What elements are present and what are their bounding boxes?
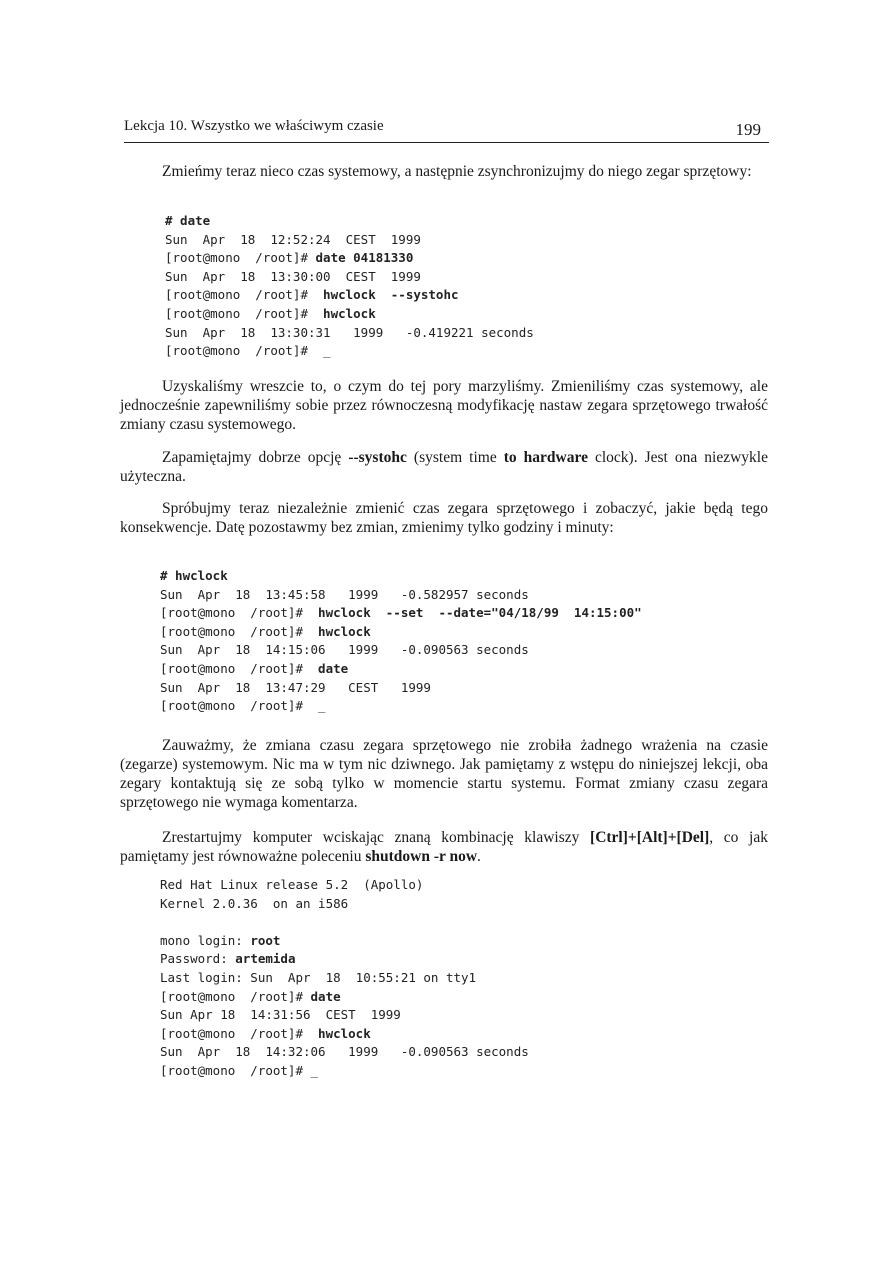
- paragraph-restart: [120, 828, 768, 866]
- paragraph-systohc: [120, 448, 768, 486]
- chapter-title: Lekcja 10. Wszystko we właściwym czasie: [124, 118, 384, 134]
- code-line: Sun Apr 18 12:52:24 CEST 1999: [165, 231, 421, 247]
- key-combination: [Ctrl]+[Alt]+[Del]: [590, 829, 710, 846]
- code-line: Sun Apr 18 14:32:06 1999 -0.090563 seconds: [160, 1044, 529, 1060]
- code-line: Red Hat Linux release 5.2 (Apollo): [160, 877, 424, 892]
- code-line: [root@mono /root]# date: [160, 988, 341, 1004]
- code-line: Kernel 2.0.36 on an i586: [160, 895, 349, 911]
- emphasis-text: to hardware: [503, 449, 588, 466]
- paragraph-result: [120, 377, 768, 434]
- code-block-1: [165, 212, 534, 361]
- code-line: [root@mono /root]# hwclock --set --date="04/18/99 14:15:00": [160, 605, 642, 621]
- code-line: [root@mono /root]# _: [160, 1062, 319, 1078]
- paragraph-text: .: [477, 848, 481, 865]
- code-line: [root@mono /root]# _: [160, 698, 326, 714]
- code-line: # date: [165, 213, 211, 228]
- code-line: # hwclock: [160, 568, 228, 583]
- paragraph-text: Spróbujmy teraz niezależnie zmienić czas zegara sprzętowego i zobaczyć, jakie będą tego konsekwencje. Datę pozostawmy bez zmian, zmienimy tylko godziny i minuty:: [120, 500, 768, 536]
- paragraph-text: (system time: [406, 449, 504, 466]
- page-number: 199: [735, 120, 761, 139]
- code-line: [root@mono /root]# hwclock: [160, 623, 371, 639]
- paragraph-text: Zmieńmy teraz nieco czas systemowy, a następnie zsynchronizujmy do niego zegar sprzętowy:: [162, 163, 752, 180]
- code-line: Sun Apr 18 13:30:31 1999 -0.419221 seconds: [165, 324, 534, 340]
- running-header: [124, 116, 769, 143]
- code-line: [root@mono /root]# hwclock: [165, 305, 376, 321]
- paragraph-observation: [120, 736, 768, 812]
- code-line: [root@mono /root]# hwclock: [160, 1025, 371, 1041]
- code-line: Last login: Sun Apr 18 10:55:21 on tty1: [160, 969, 477, 985]
- option-name: --systohc: [348, 449, 407, 466]
- code-line: Sun Apr 18 14:15:06 1999 -0.090563 seconds: [160, 642, 529, 658]
- paragraph-hwclock-intro: [120, 499, 768, 537]
- code-line: [root@mono /root]# date 04181330: [165, 250, 414, 266]
- code-line: Sun Apr 18 13:45:58 1999 -0.582957 seconds: [160, 586, 529, 602]
- code-line: mono login: root: [160, 932, 281, 948]
- paragraph-text: Zrestartujmy komputer wciskając znaną kombinację klawiszy: [162, 829, 591, 846]
- paragraph-text: clock). Jest ona niezwykle użyteczna.: [120, 449, 768, 485]
- code-line: Password: artemida: [160, 951, 296, 967]
- paragraph-text: Zapamiętajmy dobrze opcję: [162, 449, 349, 466]
- code-line: [160, 913, 529, 932]
- code-block-3: [160, 876, 529, 1081]
- code-line: [root@mono /root]# _: [165, 343, 331, 359]
- code-block-2: [160, 567, 642, 716]
- paragraph-text: Zauważmy, że zmiana czasu zegara sprzętowego nie zrobiła żadnego wrażenia na czasie (zegarze) systemowym. Nic ma w tym nic dziwnego. Jak pamiętamy z wstępu do niniejszej lekcji, oba zegary kontaktują się ze sobą tylko w momencie startu systemu. Format zmiany czasu zegara sprzętowego nie wymaga komentarza.: [120, 737, 768, 811]
- paragraph-intro: [120, 162, 768, 181]
- code-line: [root@mono /root]# hwclock --systohc: [165, 287, 459, 303]
- code-line: Sun Apr 18 14:31:56 CEST 1999: [160, 1007, 401, 1023]
- paragraph-text: Uzyskaliśmy wreszcie to, o czym do tej pory marzyliśmy. Zmieniliśmy czas systemowy, ale jednocześnie zapewniliśmy sobie przez równoczesną modyfikację nastaw zegara sprzętowego trwałość zmiany czasu systemowego.: [120, 378, 768, 433]
- command-name: shutdown -r now: [365, 848, 478, 865]
- code-line: Sun Apr 18 13:30:00 CEST 1999: [165, 268, 421, 284]
- code-line: [root@mono /root]# date: [160, 660, 349, 676]
- paragraph-text: , co jak pamiętamy jest równoważne poleceniu: [120, 829, 768, 865]
- code-line: Sun Apr 18 13:47:29 CEST 1999: [160, 679, 431, 695]
